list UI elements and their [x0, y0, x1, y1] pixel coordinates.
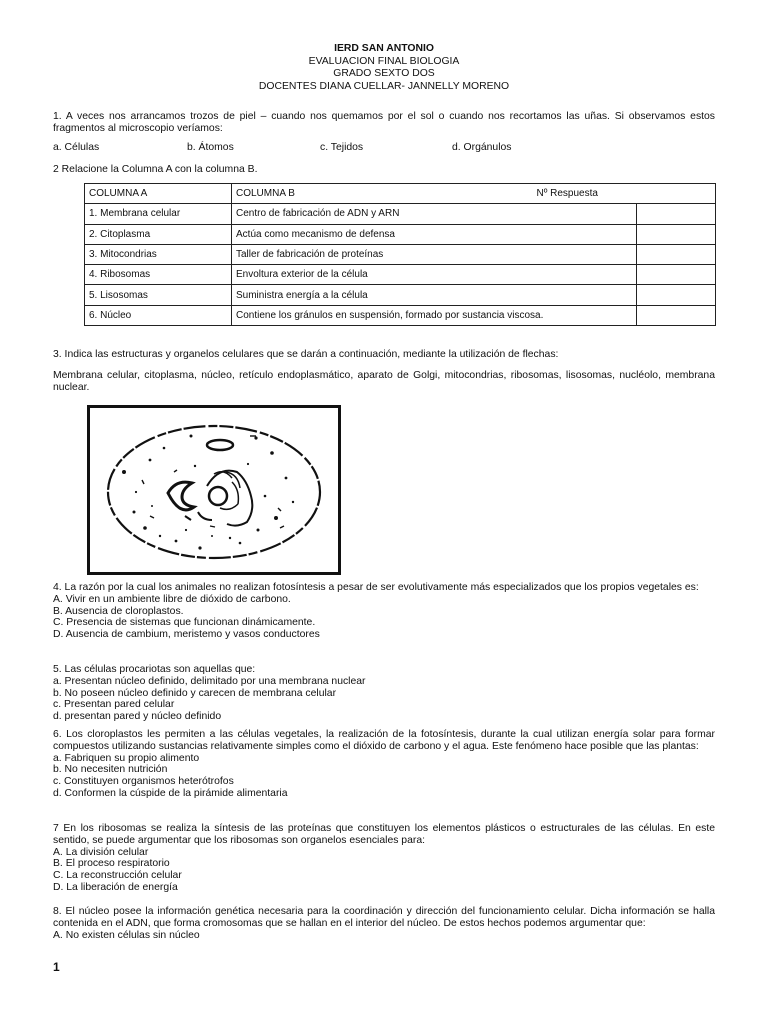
organelle-list: Membrana celular, citoplasma, núcleo, retículo endoplasmático, aparato de Golgi, mitocondrias, ribosomas, lisosomas, nucléolo, membrana nuclear.: [53, 369, 715, 393]
question-text: 5. Las células procariotas son aquellas que:: [53, 664, 256, 675]
question-text: 3. Indica las estructuras y organelos celulares que se darán a continuación, mediante la utilización de flechas:: [53, 349, 559, 360]
exam-grade: GRADO SEXTO DOS: [333, 68, 435, 80]
option: c. Tejidos: [320, 141, 364, 153]
column-a-cell: 6. Núcleo: [85, 305, 232, 325]
column-b-cell: Taller de fabricación de proteínas: [232, 244, 637, 264]
question-1-options: [53, 142, 715, 154]
page-number: 1: [53, 960, 60, 974]
question-text: 6. Los cloroplastos les permiten a las células vegetales, la realización de la fotosíntesis, durante la cual utilizan energía solar para formar compuestos utilizando sustancias relativamente simples como el dióxido de carbono y el agua. Este fenómeno hace posible que las plantas:: [53, 729, 715, 752]
option: b. Átomos: [187, 141, 234, 153]
answer-cell[interactable]: [637, 244, 716, 264]
question-text: 4. La razón por la cual los animales no realizan fotosíntesis a pesar de ser evolutivamente más especializados que los propios vegetales es:: [53, 582, 699, 593]
option: a. Fabriquen su propio alimento: [53, 752, 200, 764]
option: C. Presencia de sistemas que funcionan dinámicamente.: [53, 617, 316, 629]
question-8: [53, 906, 715, 941]
column-a-cell: 4. Ribosomas: [85, 265, 232, 285]
cell-diagram: [87, 405, 341, 575]
option: d. Conformen la cúspide de la pirámide alimentaria: [53, 787, 288, 799]
header-column-a: COLUMNA A: [85, 184, 232, 204]
option: A. Vivir en un ambiente libre de dióxido de carbono.: [53, 593, 291, 605]
question-3: [53, 349, 715, 393]
cell-illustration: [90, 408, 338, 572]
option: B. Ausencia de cloroplastos.: [53, 605, 184, 617]
column-a-cell: 1. Membrana celular: [85, 204, 232, 224]
option: c. Constituyen organismos heterótrofos: [53, 776, 234, 788]
column-b-cell: Suministra energía a la célula: [232, 285, 637, 305]
column-b-cell: Envoltura exterior de la célula: [232, 265, 637, 285]
answer-cell[interactable]: [637, 224, 716, 244]
option: A. No existen células sin núcleo: [53, 929, 200, 941]
question-1: [53, 111, 715, 153]
column-b-cell: Contiene los gránulos en suspensión, formado por sustancia viscosa.: [232, 305, 637, 325]
question-4: [53, 582, 715, 641]
option: b. No poseen núcleo definido y carecen de membrana celular: [53, 687, 337, 699]
column-a-cell: 2. Citoplasma: [85, 224, 232, 244]
table-row: [85, 224, 716, 244]
answer-cell[interactable]: [637, 305, 716, 325]
question-text: 1. A veces nos arrancamos trozos de piel – cuando nos quemamos por el sol o cuando nos recortamos las uñas. Si observamos estos fragmentos al microscopio veríamos:: [53, 111, 715, 134]
option: d. Orgánulos: [452, 141, 512, 153]
question-6: [53, 729, 715, 800]
table-row: [85, 305, 716, 325]
matching-table: [84, 183, 716, 326]
answer-cell[interactable]: [637, 265, 716, 285]
table-row: [85, 244, 716, 264]
option: a. Presentan núcleo definido, delimitado por una membrana nuclear: [53, 675, 366, 687]
table-row: [85, 265, 716, 285]
option: c. Presentan pared celular: [53, 699, 175, 711]
question-text: 8. El núcleo posee la información genética necesaria para la coordinación y dirección del funcionamiento celular. Dicha información se halla contenida en el ADN, que forma cromosomas que se hallan en el interior del núcleo. De estos hechos podemos argumentar que:: [53, 906, 715, 929]
column-b-cell: Centro de fabricación de ADN y ARN: [232, 204, 637, 224]
option: C. La reconstrucción celular: [53, 870, 182, 882]
question-2: [53, 164, 715, 176]
option: D. Ausencia de cambium, meristemo y vasos conductores: [53, 629, 320, 641]
option: d. presentan pared y núcleo definido: [53, 711, 222, 723]
column-a-cell: 5. Lisosomas: [85, 285, 232, 305]
column-b-cell: Actúa como mecanismo de defensa: [232, 224, 637, 244]
answer-cell[interactable]: [637, 204, 716, 224]
exam-header: [0, 43, 768, 93]
option: D. La liberación de energía: [53, 881, 178, 893]
option: a. Células: [53, 141, 100, 153]
answer-cell[interactable]: [637, 285, 716, 305]
header-column-b-cell: [232, 184, 716, 204]
option: B. El proceso respiratorio: [53, 858, 170, 870]
table-row: [85, 285, 716, 305]
exam-teachers: DOCENTES DIANA CUELLAR- JANNELLY MORENO: [258, 80, 510, 92]
school-name: IERD SAN ANTONIO: [334, 43, 434, 54]
table-row: [85, 204, 716, 224]
question-text: 2 Relacione la Columna A con la columna B.: [53, 164, 258, 175]
header-answer-number: Nº Respuesta: [536, 188, 598, 200]
option: b. No necesiten nutrición: [53, 764, 168, 776]
question-7: [53, 823, 715, 894]
column-a-cell: 3. Mitocondrias: [85, 244, 232, 264]
table-header-row: [85, 184, 716, 204]
option: A. La división celular: [53, 846, 149, 858]
exam-subject: EVALUACION FINAL BIOLOGIA: [308, 55, 460, 67]
header-column-b: COLUMNA B: [236, 188, 295, 200]
question-5: [53, 664, 715, 723]
question-text: 7 En los ribosomas se realiza la síntesis de las proteínas que constituyen los elementos plásticos o estructurales de las células. En este sentido, se puede argumentar que los ribosomas son organelos esenciales para:: [53, 823, 715, 846]
